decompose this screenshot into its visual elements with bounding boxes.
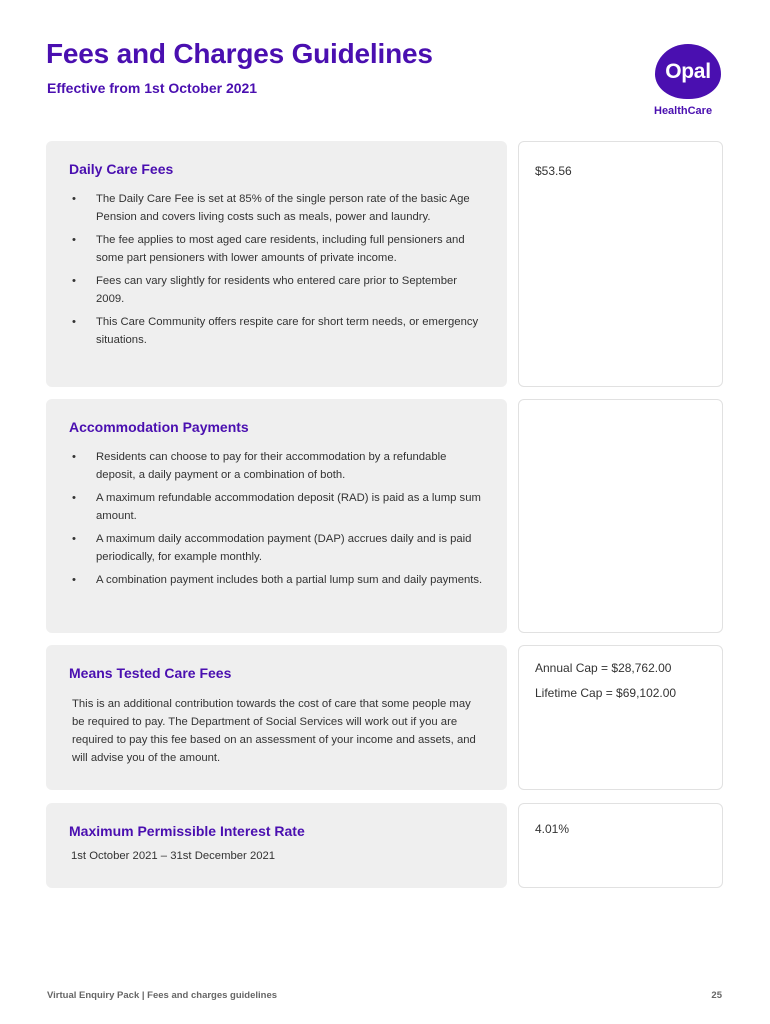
bullet-item (69, 272, 483, 308)
bullet-item (69, 231, 483, 267)
bullet-dot-icon: • (72, 533, 76, 545)
bullet-dot-icon: • (72, 193, 76, 205)
page-subtitle: Effective from 1st October 2021 (47, 80, 258, 96)
bullet-text: A combination payment includes both a partial lump sum and daily payments. (96, 574, 483, 586)
page-number: 25 (711, 990, 722, 1001)
logo-subtext: HealthCare (654, 105, 713, 117)
lifetime-cap-value: Lifetime Cap = $69,102.00 (535, 686, 677, 700)
page-title: Fees and Charges Guidelines (46, 38, 433, 69)
value-line: $53.56 (535, 164, 572, 178)
section-heading: Means Tested Care Fees (69, 665, 232, 681)
section-daily-care-fees (46, 141, 507, 387)
bullet-text: The fee applies to most aged care residents, including full pensioners and some part pensioners with lower amounts of private income. (96, 234, 465, 264)
section-heading: Daily Care Fees (69, 161, 174, 177)
bullet-dot-icon: • (72, 234, 76, 246)
section-accommodation-payments (46, 399, 507, 633)
bullet-text: The Daily Care Fee is set at 85% of the single person rate of the basic Age Pension and covers living costs such as meals, power and laundry. (96, 193, 470, 223)
bullet-text: A maximum refundable accommodation deposit (RAD) is paid as a lump sum amount. (96, 492, 481, 522)
value-box-max-interest-rate (518, 803, 723, 888)
logo-blob (655, 44, 721, 99)
bullet-item (69, 448, 483, 484)
bullet-item (69, 190, 483, 226)
bullet-item (69, 489, 483, 525)
annual-cap-value: Annual Cap = $28,762.00 (535, 661, 672, 675)
bullet-list (69, 448, 483, 589)
section-means-tested-care-fees (46, 645, 507, 790)
opal-healthcare-logo (652, 44, 728, 120)
bullet-item (69, 530, 483, 566)
section-paragraph: 1st October 2021 – 31st December 2021 (71, 850, 276, 862)
value-box-means-tested-care-fees (518, 645, 723, 790)
bullet-dot-icon: • (72, 492, 76, 504)
bullet-text: A maximum daily accommodation payment (DAP) accrues daily and is paid periodically, for example monthly. (96, 533, 472, 563)
value-line: 4.01% (535, 822, 570, 836)
bullet-dot-icon: • (72, 451, 76, 463)
section-paragraph: This is an additional contribution towards the cost of care that some people may be required to pay. The Department of Social Services will work out if you are required to pay this fee based on an assessment of your income and assets, and will advise you of the amount. (72, 698, 476, 764)
section-max-interest-rate (46, 803, 507, 888)
bullet-item (69, 313, 483, 349)
bullet-text: Residents can choose to pay for their accommodation by a refundable deposit, a daily payment or a combination of both. (96, 451, 447, 481)
section-heading: Maximum Permissible Interest Rate (69, 823, 305, 839)
bullet-text: Fees can vary slightly for residents who entered care prior to September 2009. (96, 275, 458, 305)
bullet-dot-icon: • (72, 316, 76, 328)
bullet-item (69, 571, 483, 589)
value-box-daily-care-fees (518, 141, 723, 387)
footer-text: Virtual Enquiry Pack | Fees and charges guidelines (47, 990, 278, 1001)
section-heading: Accommodation Payments (69, 419, 249, 435)
logo-word: Opal (665, 59, 711, 83)
bullet-list (69, 190, 483, 349)
bullet-dot-icon: • (72, 275, 76, 287)
bullet-text: This Care Community offers respite care for short term needs, or emergency situations. (96, 316, 479, 346)
value-box-accommodation-payments (518, 399, 723, 633)
bullet-dot-icon: • (72, 574, 76, 586)
